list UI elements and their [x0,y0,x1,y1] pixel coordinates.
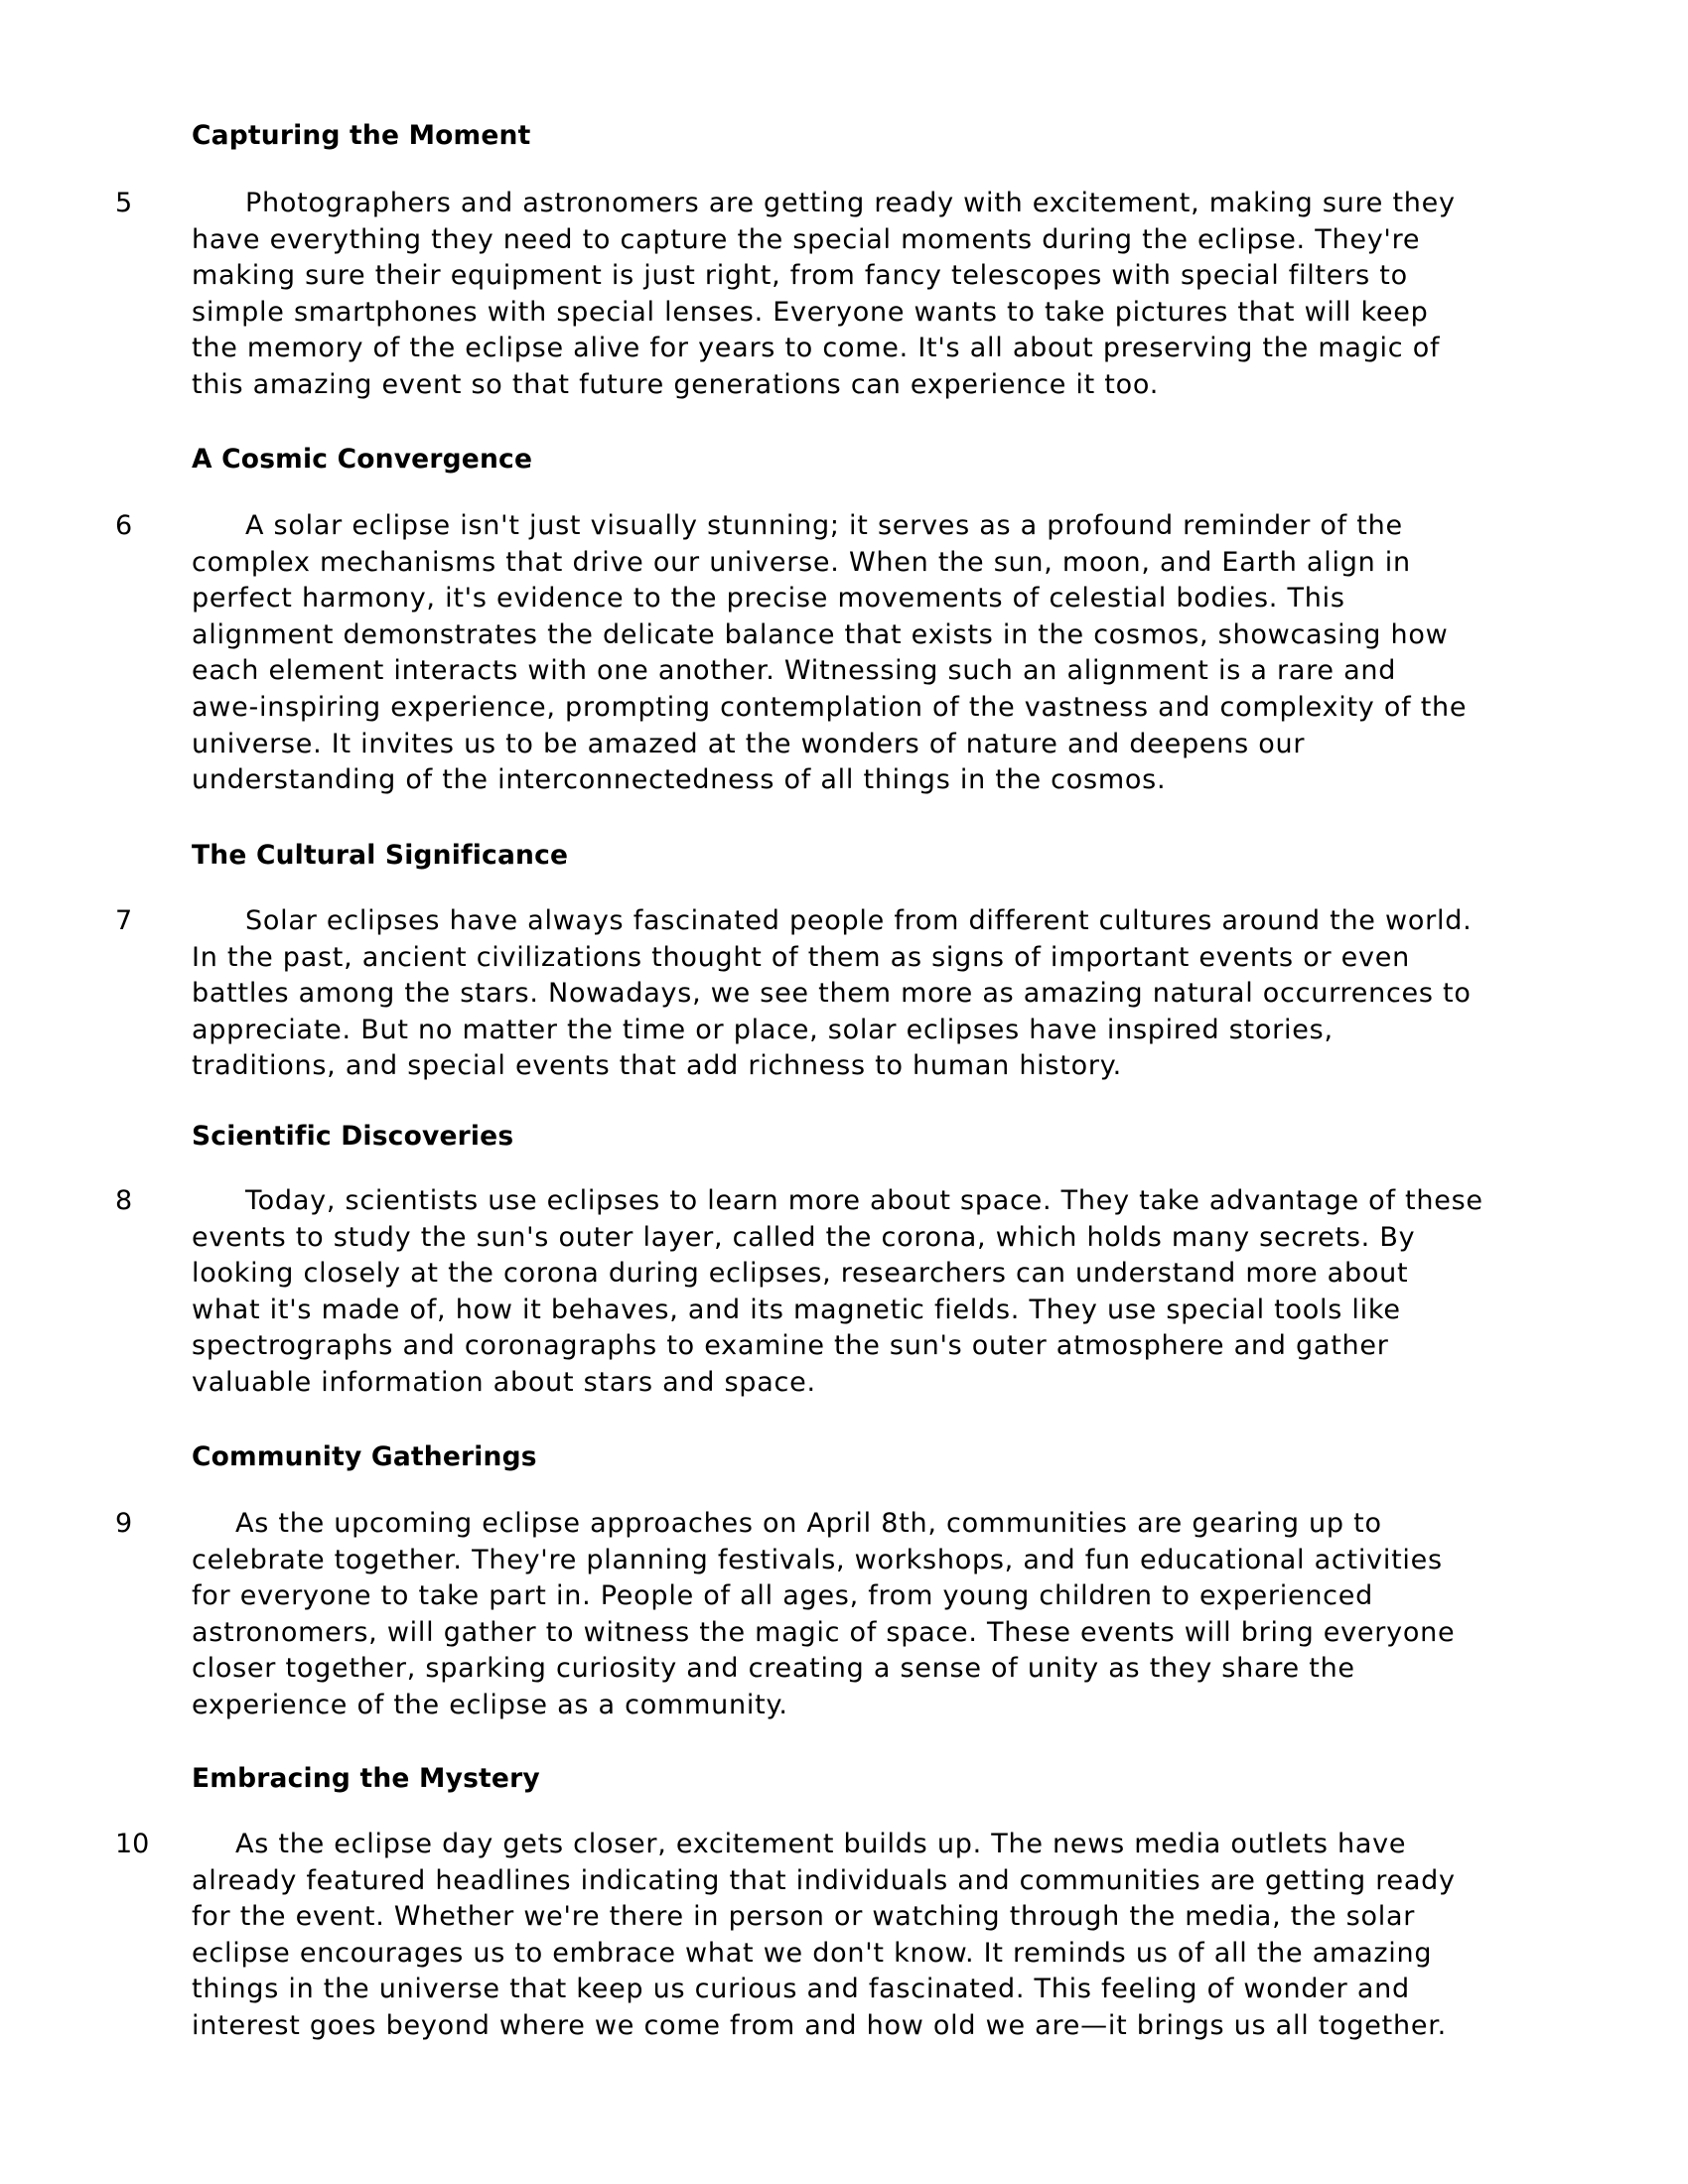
paragraph [192,1827,1602,2045]
paragraph-line: making sure their equipment is just right, from fancy telescopes with special filters to [192,260,1408,292]
paragraph-line: celebrate together. They're planning festivals, workshops, and fun educational activities [192,1544,1443,1575]
paragraph-line: the memory of the eclipse alive for years to come. It's all about preserving the magic of [192,333,1441,364]
paragraph-line: battles among the stars. Nowadays, we see them more as amazing natural occurrences to [192,978,1472,1010]
paragraph-line: interest goes beyond where we come from and how old we are—it brings us all together. [192,2009,1447,2041]
paragraph-number: 7 [115,905,133,936]
paragraph-line: universe. It invites us to be amazed at the wonders of nature and deepens our [192,728,1306,759]
paragraph-line: complex mechanisms that drive our universe. When the sun, moon, and Earth align in [192,546,1411,578]
paragraph-line: have everything they need to capture the special moments during the eclipse. They're [192,223,1421,255]
paragraph-line: In the past, ancient civilizations thought of them as signs of important events or even [192,941,1410,973]
paragraph [192,1183,1602,1402]
paragraph-line: looking closely at the corona during eclipses, researchers can understand more about [192,1258,1409,1290]
paragraph-line: As the eclipse day gets closer, excitement builds up. The news media outlets have [235,1829,1407,1859]
paragraph-line: events to study the sun's outer layer, called the corona, which holds many secrets. By [192,1221,1416,1253]
paragraph-line: simple smartphones with special lenses. Everyone wants to take pictures that will keep [192,296,1429,328]
paragraph [192,508,1602,799]
paragraph [192,1506,1602,1724]
section-heading: Capturing the Moment [192,120,531,151]
section-heading: The Cultural Significance [192,840,569,871]
paragraph-line: this amazing event so that future generations can experience it too. [192,368,1160,400]
section-heading: Community Gatherings [192,1441,537,1472]
paragraph-line: perfect harmony, it's evidence to the precise movements of celestial bodies. This [192,583,1345,614]
paragraph-line: for everyone to take part in. People of all ages, from young children to experienced [192,1580,1374,1612]
paragraph-line: awe-inspiring experience, prompting contemplation of the vastness and complexity of the [192,691,1468,723]
paragraph-line: understanding of the interconnectedness of all things in the cosmos. [192,764,1167,796]
paragraph-number: 10 [115,1829,150,1859]
paragraph-number: 8 [115,1185,133,1216]
paragraph-line: each element interacts with one another. Witnessing such an alignment is a rare and [192,655,1397,687]
paragraph [192,903,1602,1085]
paragraph-line: what it's made of, how it behaves, and its magnetic fields. They use special tools like [192,1294,1401,1325]
paragraph-line: astronomers, will gather to witness the magic of space. These events will bring everyone [192,1616,1456,1648]
paragraph-line: alignment demonstrates the delicate balance that exists in the cosmos, showcasing how [192,618,1449,650]
paragraph-number: 6 [115,510,133,541]
paragraph-line: closer together, sparking curiosity and creating a sense of unity as they share the [192,1653,1355,1685]
paragraph-line: experience of the eclipse as a community. [192,1689,788,1720]
section-heading: Scientific Discoveries [192,1121,514,1152]
paragraph-line: for the event. Whether we're there in person or watching through the media, the solar [192,1901,1416,1933]
paragraph-line: already featured headlines indicating that individuals and communities are getting ready [192,1864,1456,1896]
paragraph-line: traditions, and special events that add richness to human history. [192,1050,1122,1082]
paragraph-line: As the upcoming eclipse approaches on April 8th, communities are gearing up to [235,1508,1382,1539]
paragraph-line: valuable information about stars and space. [192,1366,816,1398]
paragraph-line: appreciate. But no matter the time or place, solar eclipses have inspired stories, [192,1014,1334,1045]
paragraph-line: Today, scientists use eclipses to learn more about space. They take advantage of these [245,1185,1483,1216]
paragraph-line: A solar eclipse isn't just visually stunning; it serves as a profound reminder of the [245,510,1403,541]
paragraph-line: Solar eclipses have always fascinated people from different cultures around the world. [245,905,1473,936]
paragraph-line: spectrographs and coronagraphs to examine the sun's outer atmosphere and gather [192,1330,1389,1362]
paragraph-line: eclipse encourages us to embrace what we don't know. It reminds us of all the amazing [192,1937,1433,1969]
section-heading: A Cosmic Convergence [192,444,533,475]
paragraph-line: things in the universe that keep us curious and fascinated. This feeling of wonder and [192,1974,1410,2005]
paragraph-number: 5 [115,188,133,218]
paragraph [192,186,1602,404]
section-heading: Embracing the Mystery [192,1763,540,1794]
paragraph-line: Photographers and astronomers are getting ready with excitement, making sure they [245,188,1456,218]
paragraph-number: 9 [115,1508,133,1539]
